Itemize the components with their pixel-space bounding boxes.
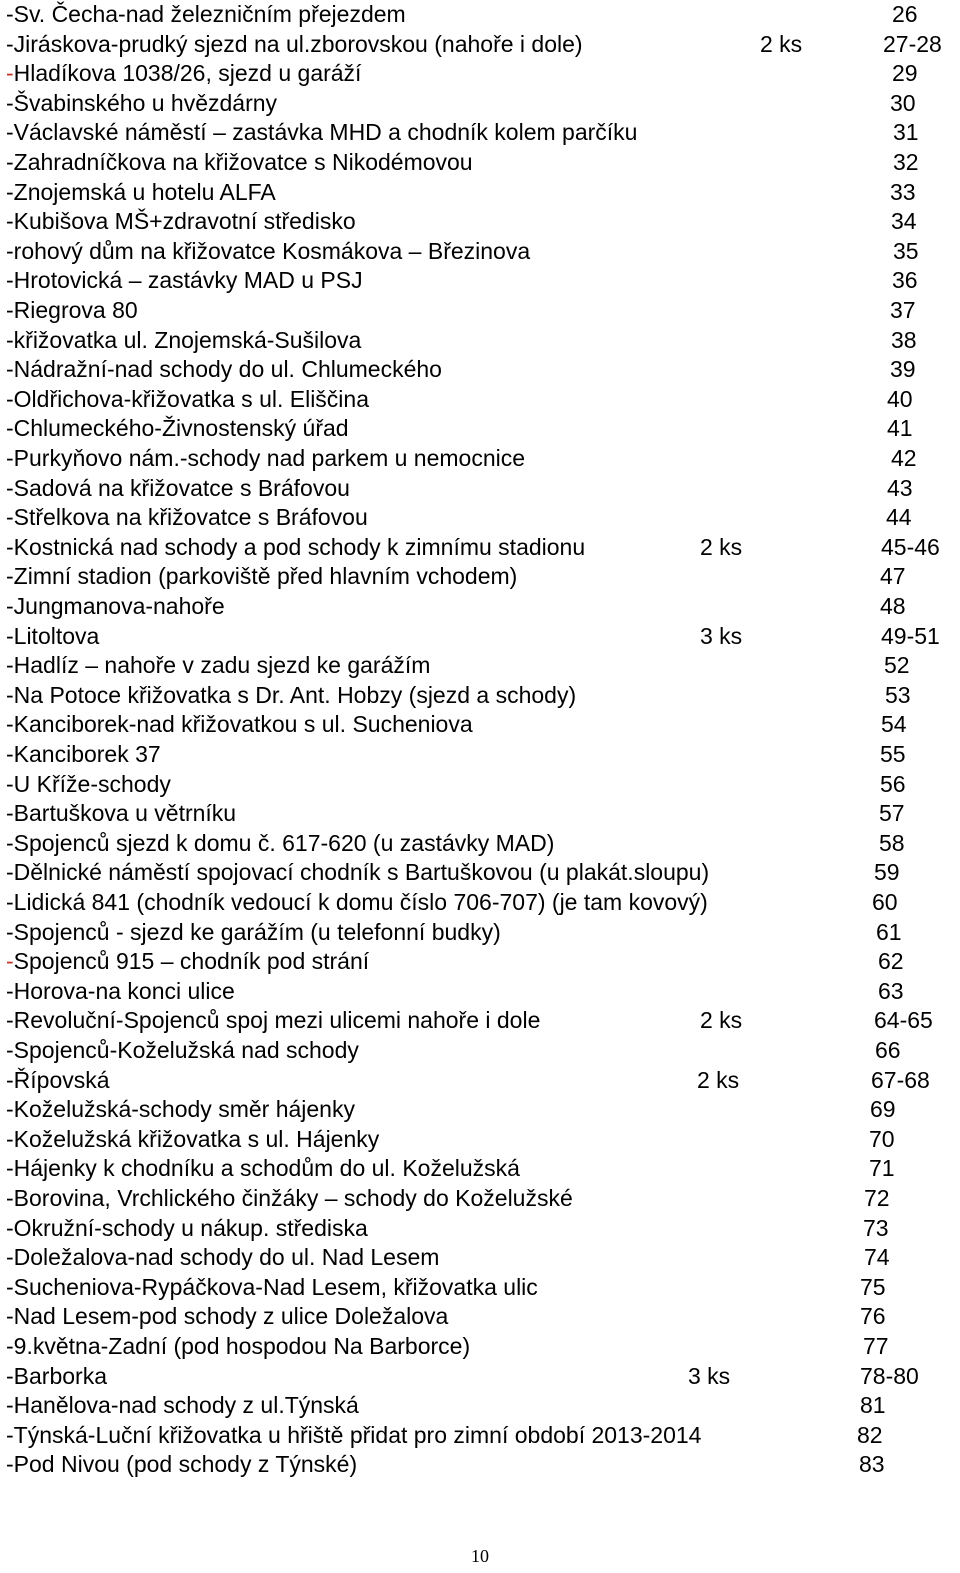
list-item — [6, 1332, 956, 1361]
red-dash-marker: - — [6, 948, 14, 975]
list-item — [6, 118, 956, 147]
list-item — [6, 977, 956, 1006]
entry-number: 60 — [872, 889, 898, 915]
list-item — [6, 1391, 956, 1420]
entry-number: 35 — [893, 237, 919, 264]
entry-number: 73 — [863, 1214, 889, 1241]
entry-location: -Nad Lesem-pod schody z ulice Doležalova — [6, 1303, 449, 1330]
entry-location: -Hladíkova 1038/26, sjezd u garáží — [6, 60, 362, 87]
list-item — [6, 799, 956, 828]
entry-location: -Sucheniova-Rypáčkova-Nad Lesem, křižovatka ulic — [6, 1273, 538, 1300]
list-item — [6, 0, 956, 29]
entry-number: 49-51 — [881, 622, 940, 649]
entry-number: 45-46 — [881, 533, 940, 560]
entry-location: -Na Potoce křižovatka s Dr. Ant. Hobzy (sjezd a schody) — [6, 681, 577, 708]
list-item — [6, 740, 956, 769]
entry-location: -Borovina, Vrchlického činžáky – schody do Koželužské — [6, 1185, 573, 1211]
entry-location: -Barborka — [6, 1362, 107, 1389]
entry-location: -Revoluční-Spojenců spoj mezi ulicemi nahoře i dole — [6, 1007, 541, 1034]
entry-number: 77 — [863, 1333, 889, 1359]
entry-number: 42 — [891, 445, 917, 471]
entry-location: -U Kříže-schody — [6, 770, 171, 797]
entry-count: 2 ks — [697, 1066, 740, 1093]
entry-number: 37 — [890, 297, 916, 323]
entry-number: 82 — [857, 1421, 883, 1448]
list-item — [6, 1036, 956, 1065]
entry-number: 29 — [892, 60, 918, 87]
list-item — [6, 1421, 956, 1450]
entry-number: 56 — [880, 770, 906, 797]
entry-location: -Spojenců sjezd k domu č. 617-620 (u zastávky MAD) — [6, 829, 555, 856]
list-item — [6, 562, 956, 591]
entry-number: 81 — [860, 1392, 886, 1419]
entry-number: 75 — [860, 1273, 886, 1300]
entry-number: 31 — [893, 119, 919, 146]
list-item — [6, 385, 956, 414]
entry-location: -Týnská-Luční křižovatka u hřiště přidat pro zimní období 2013-2014 — [6, 1421, 702, 1448]
list-item — [6, 444, 956, 473]
entry-location: -Okružní-schody u nákup. střediska — [6, 1214, 368, 1241]
entry-location: -Hadlíz – nahoře v zadu sjezd ke garážím — [6, 652, 431, 679]
list-item — [6, 326, 956, 355]
entry-number: 74 — [864, 1244, 890, 1271]
entry-number: 26 — [892, 1, 918, 27]
entry-location: -Sadová na křižovatce s Bráfovou — [6, 474, 350, 501]
list-item — [6, 858, 956, 887]
list-item — [6, 237, 956, 266]
entry-number: 41 — [887, 415, 913, 442]
entry-location: -9.května-Zadní (pod hospodou Na Barborce) — [6, 1333, 471, 1359]
entry-number: 44 — [886, 504, 912, 531]
entry-count: 2 ks — [700, 1007, 743, 1034]
entry-number: 72 — [864, 1185, 890, 1211]
entry-location: -Sv. Čecha-nad železničním přejezdem — [6, 1, 406, 27]
entry-location: -Kubišova MŠ+zdravotní středisko — [6, 208, 356, 235]
entry-number: 70 — [869, 1125, 895, 1152]
list-item — [6, 918, 956, 947]
entry-number: 78-80 — [860, 1362, 919, 1389]
list-item — [6, 710, 956, 739]
entry-location: -Jiráskova-prudký sjezd na ul.zborovskou (nahoře i dole) — [6, 30, 583, 57]
entry-number: 69 — [870, 1096, 896, 1123]
entry-location: -Kanciborek-nad křižovatkou s ul. Sucheniova — [6, 711, 473, 738]
list-item — [6, 474, 956, 503]
entry-location: -Chlumeckého-Živnostenský úřad — [6, 415, 349, 442]
list-item — [6, 1302, 956, 1331]
entry-number: 48 — [880, 593, 906, 619]
entry-location: -Střelkova na křižovatce s Bráfovou — [6, 504, 368, 531]
entry-number: 63 — [878, 977, 904, 1004]
list-item — [6, 414, 956, 443]
list-item — [6, 622, 956, 651]
entry-number: 52 — [884, 652, 910, 679]
list-item — [6, 1362, 956, 1391]
entry-number: 67-68 — [871, 1066, 930, 1093]
entry-location: -Spojenců 915 – chodník pod strání — [6, 948, 370, 975]
list-item — [6, 178, 956, 207]
entry-count: 2 ks — [700, 533, 743, 560]
entry-number: 40 — [887, 385, 913, 412]
list-item — [6, 888, 956, 917]
entry-number: 59 — [874, 859, 900, 886]
list-item — [6, 355, 956, 384]
entry-location: -Oldřichova-křižovatka s ul. Eliščina — [6, 385, 370, 412]
list-item — [6, 1184, 956, 1213]
entry-location: -Hrotovická – zastávky MAD u PSJ — [6, 267, 363, 294]
list-item — [6, 1273, 956, 1302]
entry-location: -Nádražní-nad schody do ul. Chlumeckého — [6, 356, 442, 383]
entry-location: -Bartuškova u větrníku — [6, 800, 237, 827]
entry-number: 66 — [875, 1037, 901, 1063]
entry-number: 47 — [880, 563, 906, 590]
entry-location: -Riegrova 80 — [6, 297, 138, 323]
list-item — [6, 1214, 956, 1243]
entry-number: 58 — [879, 829, 905, 856]
entry-location: -Řípovská — [6, 1066, 110, 1093]
page-number: 10 — [471, 1546, 489, 1566]
entry-location: -Kostnická nad schody a pod schody k zimnímu stadionu — [6, 533, 586, 560]
entry-location: -Purkyňovo nám.-schody nad parkem u nemocnice — [6, 445, 526, 471]
entry-location: -Koželužská-schody směr hájenky — [6, 1096, 355, 1123]
list-item — [6, 1243, 956, 1272]
list-item — [6, 947, 956, 976]
list-item — [6, 681, 956, 710]
list-item — [6, 1066, 956, 1095]
entry-location: -Dělnické náměstí spojovací chodník s Bartuškovou (u plakát.sloupu) — [6, 859, 710, 886]
entry-number: 64-65 — [874, 1007, 933, 1034]
entry-count: 3 ks — [688, 1362, 731, 1389]
entry-number: 36 — [892, 267, 918, 294]
entry-location: -Václavské náměstí – zastávka MHD a chodník kolem parčíku — [6, 119, 638, 146]
list-item — [6, 829, 956, 858]
entry-number: 76 — [860, 1303, 886, 1330]
entry-number: 34 — [891, 208, 917, 235]
entry-location: -Spojenců - sjezd ke garážím (u telefonní budky) — [6, 918, 501, 945]
entry-location: -Zimní stadion (parkoviště před hlavním vchodem) — [6, 563, 518, 590]
entry-location: -Horova-na konci ulice — [6, 977, 235, 1004]
list-item — [6, 59, 956, 88]
list-item — [6, 207, 956, 236]
entry-location: -Litoltova — [6, 622, 100, 649]
entry-location: -Švabinského u hvězdárny — [6, 89, 278, 116]
list-item — [6, 148, 956, 177]
entry-number: 39 — [890, 356, 916, 383]
red-dash-marker: - — [6, 60, 14, 87]
list-item — [6, 89, 956, 118]
list-item — [6, 1095, 956, 1124]
list-item — [6, 533, 956, 562]
entry-number: 71 — [869, 1155, 895, 1182]
entry-location: -Hájenky k chodníku a schodům do ul. Koželužská — [6, 1155, 520, 1182]
entry-location: -Doležalova-nad schody do ul. Nad Lesem — [6, 1244, 440, 1271]
list-item — [6, 30, 956, 59]
entry-number: 53 — [885, 681, 911, 708]
entry-number: 30 — [890, 89, 916, 116]
entry-number: 33 — [890, 178, 916, 205]
entry-number: 32 — [893, 149, 919, 175]
entry-location: -rohový dům na křižovatce Kosmákova – Březinova — [6, 237, 531, 264]
entry-location: -Zahradníčkova na křižovatce s Nikodémovou — [6, 149, 473, 175]
entry-number: 62 — [878, 948, 904, 975]
entry-number: 57 — [879, 800, 905, 827]
entry-number: 55 — [880, 741, 906, 767]
list-item — [6, 1006, 956, 1035]
list-item — [6, 296, 956, 325]
entry-location: -Jungmanova-nahoře — [6, 593, 225, 619]
list-item — [6, 1450, 956, 1479]
list-item — [6, 592, 956, 621]
list-item — [6, 770, 956, 799]
list-item — [6, 651, 956, 680]
entry-count: 3 ks — [700, 622, 743, 649]
entry-location: -Lidická 841 (chodník vedoucí k domu číslo 706-707) (je tam kovový) — [6, 889, 708, 915]
entry-location: -křižovatka ul. Znojemská-Sušilova — [6, 326, 362, 353]
entry-number: 54 — [881, 711, 907, 738]
entry-number: 38 — [891, 326, 917, 353]
entry-number: 83 — [859, 1451, 885, 1478]
list-item — [6, 1154, 956, 1183]
list-item — [6, 503, 956, 532]
list-item — [6, 266, 956, 295]
list-item — [6, 1125, 956, 1154]
entry-location: -Spojenců-Koželužská nad schody — [6, 1037, 359, 1063]
entry-location: -Hanělova-nad schody z ul.Týnská — [6, 1392, 359, 1419]
entry-location: -Znojemská u hotelu ALFA — [6, 178, 276, 205]
entry-location: -Koželužská křižovatka s ul. Hájenky — [6, 1125, 380, 1152]
entry-number: 61 — [876, 918, 902, 945]
entry-location: -Kanciborek 37 — [6, 741, 161, 767]
entry-location: -Pod Nivou (pod schody z Týnské) — [6, 1451, 358, 1478]
entry-number: 43 — [887, 474, 913, 501]
entry-number: 27-28 — [883, 30, 942, 57]
entry-count: 2 ks — [760, 30, 803, 57]
